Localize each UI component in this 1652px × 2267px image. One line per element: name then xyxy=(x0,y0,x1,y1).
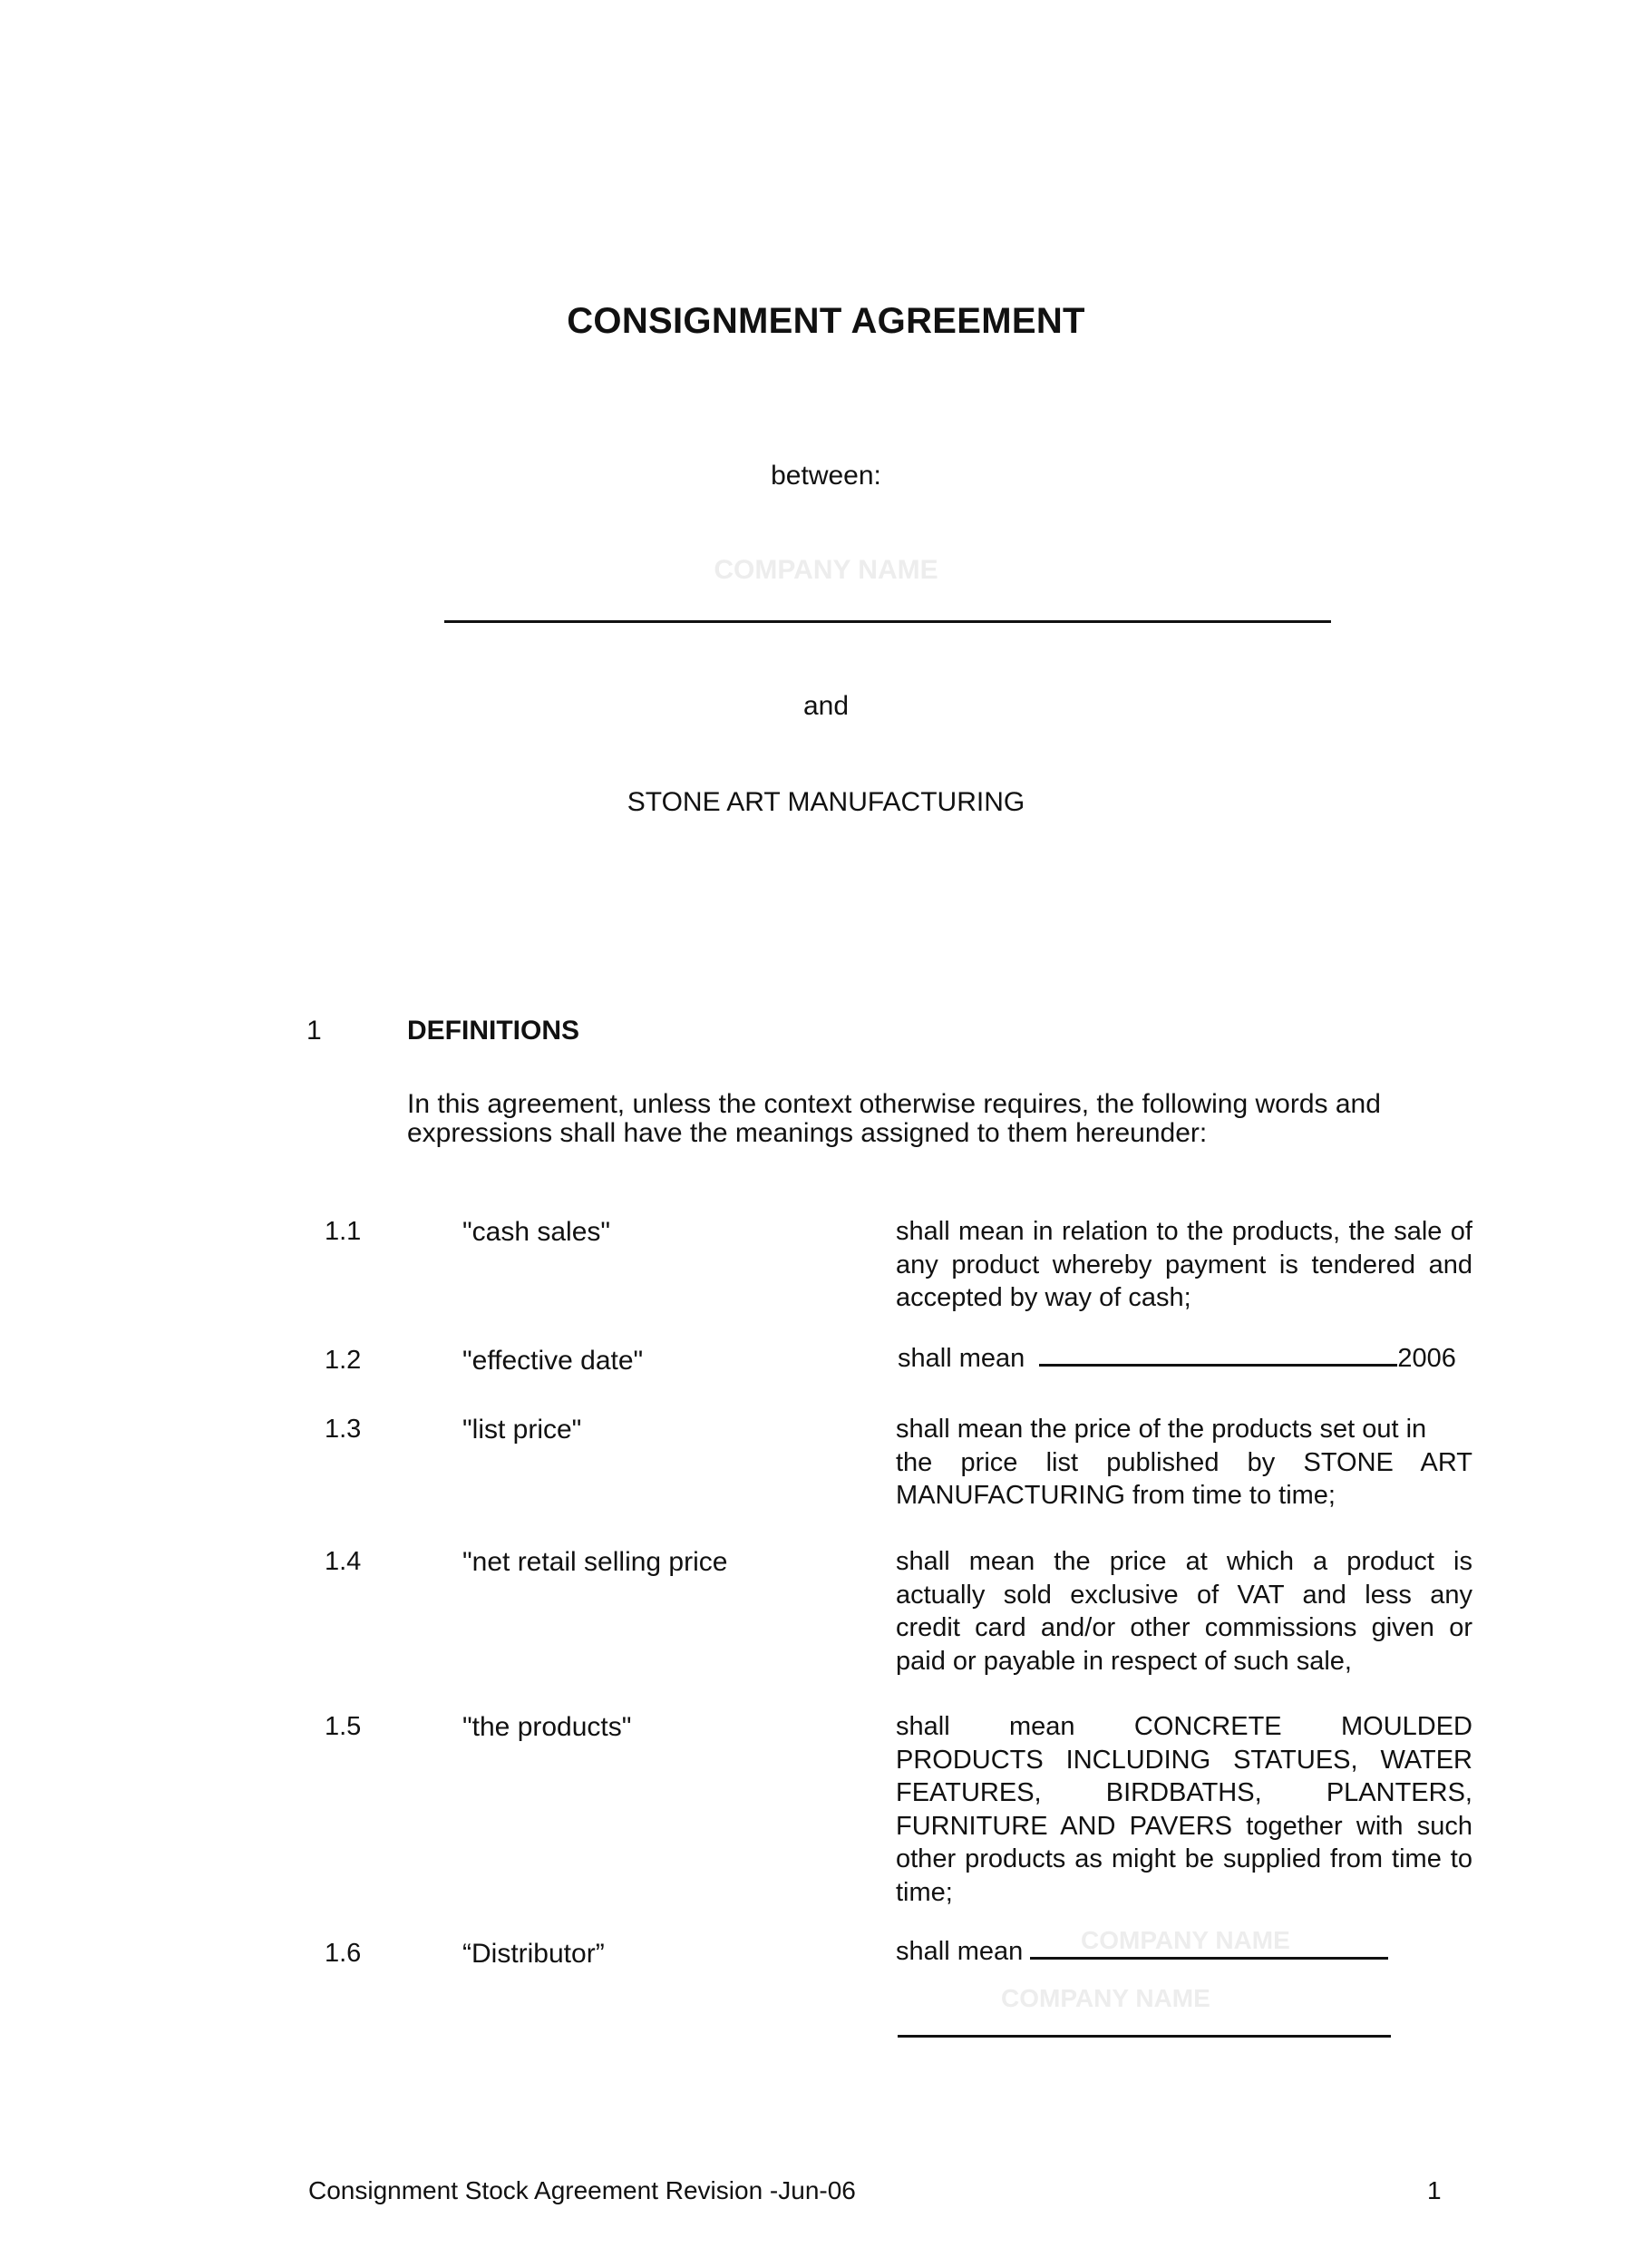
section-intro xyxy=(407,1090,1381,1148)
definition-number: 1.1 xyxy=(325,1217,362,1246)
definition-meaning xyxy=(896,1710,1472,1909)
intro-line: expressions shall have the meanings assigned to them hereunder: xyxy=(407,1118,1208,1148)
distributor-second-line xyxy=(898,2035,1391,2038)
party-signature-line xyxy=(444,620,1331,623)
meaning-prefix: shall mean xyxy=(898,1344,1025,1373)
definition-meaning xyxy=(896,1413,1472,1513)
page-number: 1 xyxy=(1427,2176,1442,2204)
date-blank-line xyxy=(1039,1344,1397,1367)
definition-term: "cash sales" xyxy=(462,1217,611,1247)
document-title: CONSIGNMENT AGREEMENT xyxy=(567,301,1085,341)
second-party-name: STONE ART MANUFACTURING xyxy=(627,787,1025,817)
date-year: 2006 xyxy=(1397,1344,1456,1373)
definition-number: 1.5 xyxy=(325,1712,362,1741)
meaning-line: shall mean the price at which a product is xyxy=(896,1547,1472,1576)
meaning-line: time; xyxy=(896,1877,953,1907)
definition-number: 1.6 xyxy=(325,1939,362,1968)
definition-number: 1.2 xyxy=(325,1346,362,1375)
definition-meaning xyxy=(896,1215,1472,1315)
definition-term: “Distributor” xyxy=(462,1939,605,1969)
meaning-line: FEATURES, BIRDBATHS, PLANTERS, xyxy=(896,1778,1472,1807)
definition-term: "effective date" xyxy=(462,1346,644,1376)
distributor-placeholder-1: COMPANY NAME xyxy=(1081,1926,1290,1954)
meaning-line: shall mean the price of the products set out in xyxy=(896,1415,1427,1444)
definition-term: "the products" xyxy=(462,1712,632,1742)
meaning-line: other products as might be supplied from time to xyxy=(896,1844,1472,1873)
meaning-prefix: shall mean xyxy=(896,1937,1024,1966)
definition-meaning xyxy=(896,1545,1472,1678)
section-number: 1 xyxy=(306,1016,322,1046)
meaning-line: PRODUCTS INCLUDING STATUES, WATER xyxy=(896,1745,1472,1775)
meaning-line: credit card and/or other commissions given or xyxy=(896,1613,1472,1642)
and-label: and xyxy=(802,691,850,721)
intro-line: In this agreement, unless the context otherwise requires, the following words and xyxy=(407,1089,1381,1119)
meaning-line: the price list published by STONE ART xyxy=(896,1447,1472,1477)
footer-revision: Consignment Stock Agreement Revision -Jun-06 xyxy=(308,2176,856,2204)
definition-term: "net retail selling price xyxy=(462,1547,728,1577)
distributor-placeholder-2: COMPANY NAME xyxy=(1001,1984,1210,2012)
section-title: DEFINITIONS xyxy=(407,1016,580,1046)
meaning-line: shall mean in relation to the products, the sale of xyxy=(896,1217,1472,1246)
definition-number: 1.3 xyxy=(325,1415,362,1444)
meaning-line: MANUFACTURING from time to time; xyxy=(896,1481,1336,1510)
meaning-line: FURNITURE AND PAVERS together with such xyxy=(896,1811,1472,1841)
definition-term: "list price" xyxy=(462,1415,582,1445)
party-name-placeholder: COMPANY NAME xyxy=(714,555,938,585)
definition-number: 1.4 xyxy=(325,1547,362,1576)
meaning-line: accepted by way of cash; xyxy=(896,1283,1191,1312)
meaning-line: shall mean CONCRETE MOULDED xyxy=(896,1712,1472,1741)
between-label: between: xyxy=(771,461,881,491)
meaning-line: any product whereby payment is tendered and xyxy=(896,1250,1472,1279)
meaning-line: actually sold exclusive of VAT and less any xyxy=(896,1580,1472,1610)
meaning-line: paid or payable in respect of such sale, xyxy=(896,1646,1352,1676)
effective-date-meaning xyxy=(898,1344,1456,1374)
